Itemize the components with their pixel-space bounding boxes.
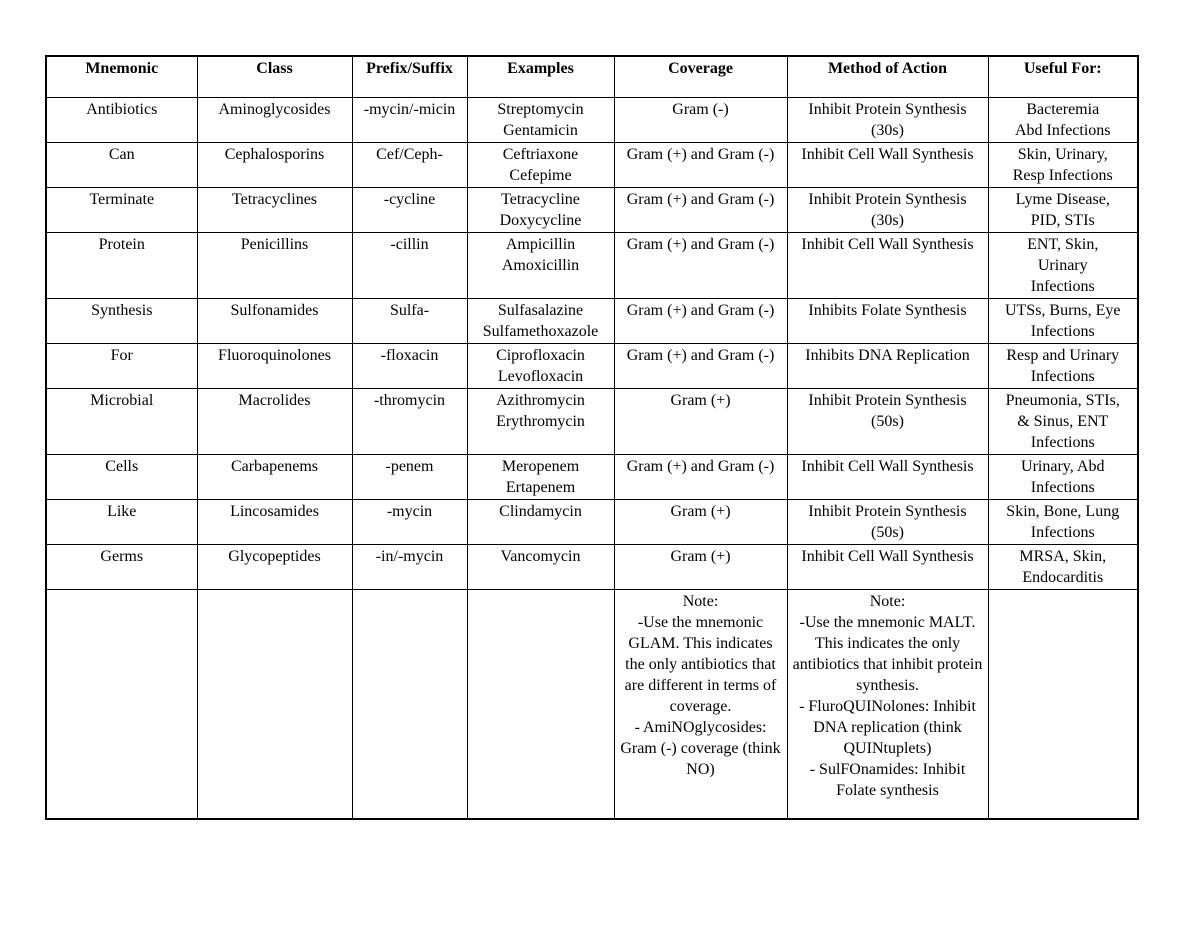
coverage-cell: Gram (+) bbox=[614, 500, 787, 545]
useful-item: Resp Infections bbox=[1012, 167, 1113, 184]
class-cell: Glycopeptides bbox=[197, 545, 352, 590]
note-line: - AmiNOglycosides: Gram (-) coverage (think NO) bbox=[620, 719, 781, 778]
coverage-cell: Gram (+) and Gram (-) bbox=[614, 344, 787, 389]
example-item: Gentamicin bbox=[503, 122, 578, 139]
examples-cell bbox=[467, 389, 614, 455]
table-row bbox=[46, 188, 1138, 233]
prefix-cell: -penem bbox=[352, 455, 467, 500]
examples-cell bbox=[467, 299, 614, 344]
example-item: Ciprofloxacin bbox=[496, 347, 585, 364]
method-cell: Inhibit Protein Synthesis (50s) bbox=[787, 500, 988, 545]
prefix-cell: -cycline bbox=[352, 188, 467, 233]
useful-cell bbox=[988, 545, 1138, 590]
examples-cell bbox=[467, 188, 614, 233]
example-item: Streptomycin bbox=[497, 101, 584, 118]
useful-cell bbox=[988, 188, 1138, 233]
useful-item: Infections bbox=[1030, 368, 1095, 385]
table-row bbox=[46, 98, 1138, 143]
useful-item: Infections bbox=[1030, 434, 1095, 451]
prefix-cell: -mycin bbox=[352, 500, 467, 545]
note-title: Note: bbox=[682, 593, 719, 610]
prefix-cell: -in/-mycin bbox=[352, 545, 467, 590]
notes-row bbox=[46, 590, 1138, 820]
example-item: Amoxicillin bbox=[501, 257, 580, 274]
mnemonic-cell: Can bbox=[46, 143, 197, 188]
useful-item: UTSs, Burns, Eye bbox=[1004, 302, 1121, 319]
antibiotics-table bbox=[45, 55, 1139, 820]
prefix-cell: Sulfa- bbox=[352, 299, 467, 344]
useful-item: Skin, Urinary, bbox=[1017, 146, 1108, 163]
class-cell: Lincosamides bbox=[197, 500, 352, 545]
useful-item: Bacteremia bbox=[1026, 101, 1100, 118]
mnemonic-cell: Antibiotics bbox=[46, 98, 197, 143]
useful-item: Infections bbox=[1030, 524, 1095, 541]
useful-item: PID, STIs bbox=[1030, 212, 1095, 229]
prefix-cell: -mycin/-micin bbox=[352, 98, 467, 143]
useful-cell bbox=[988, 389, 1138, 455]
method-cell: Inhibit Protein Synthesis (30s) bbox=[787, 98, 988, 143]
example-item: Clindamycin bbox=[499, 503, 582, 520]
useful-item: Urinary, Abd bbox=[1021, 458, 1105, 475]
table-row bbox=[46, 344, 1138, 389]
coverage-cell: Gram (+) bbox=[614, 389, 787, 455]
useful-cell bbox=[988, 500, 1138, 545]
useful-cell bbox=[988, 344, 1138, 389]
mnemonic-cell: Germs bbox=[46, 545, 197, 590]
example-item: Ampicillin bbox=[505, 236, 576, 253]
prefix-cell: -thromycin bbox=[352, 389, 467, 455]
table-row bbox=[46, 299, 1138, 344]
useful-item: Infections bbox=[1030, 479, 1095, 496]
header-examples: Examples bbox=[467, 56, 614, 98]
example-item: Azithromycin bbox=[496, 392, 585, 409]
coverage-cell: Gram (+) and Gram (-) bbox=[614, 188, 787, 233]
useful-item: & Sinus, ENT bbox=[1017, 413, 1109, 430]
examples-cell bbox=[467, 98, 614, 143]
class-cell: Tetracyclines bbox=[197, 188, 352, 233]
table-row bbox=[46, 233, 1138, 299]
example-item: Tetracycline bbox=[501, 191, 580, 208]
useful-item: Abd Infections bbox=[1014, 122, 1111, 139]
example-item: Doxycycline bbox=[499, 212, 582, 229]
useful-item: MRSA, Skin, bbox=[1019, 548, 1107, 565]
method-cell: Inhibit Protein Synthesis (50s) bbox=[787, 389, 988, 455]
class-cell: Macrolides bbox=[197, 389, 352, 455]
useful-cell bbox=[988, 233, 1138, 299]
example-item: Ceftriaxone bbox=[502, 146, 579, 163]
coverage-cell: Gram (+) bbox=[614, 545, 787, 590]
useful-item: Resp and Urinary bbox=[1006, 347, 1120, 364]
useful-item: Lyme Disease, bbox=[1015, 191, 1110, 208]
table-row bbox=[46, 389, 1138, 455]
method-cell: Inhibits DNA Replication bbox=[787, 344, 988, 389]
coverage-note bbox=[614, 590, 787, 820]
empty-cell bbox=[197, 590, 352, 820]
example-item: Levofloxacin bbox=[497, 368, 584, 385]
useful-item: Infections bbox=[1030, 323, 1095, 340]
class-cell: Penicillins bbox=[197, 233, 352, 299]
useful-item: Skin, Bone, Lung bbox=[1006, 503, 1120, 520]
class-cell: Sulfonamides bbox=[197, 299, 352, 344]
class-cell: Cephalosporins bbox=[197, 143, 352, 188]
example-item: Meropenem bbox=[501, 458, 580, 475]
method-cell: Inhibit Cell Wall Synthesis bbox=[787, 143, 988, 188]
header-prefix-suffix: Prefix/Suffix bbox=[352, 56, 467, 98]
coverage-cell: Gram (+) and Gram (-) bbox=[614, 143, 787, 188]
table-row bbox=[46, 143, 1138, 188]
mnemonic-cell: Microbial bbox=[46, 389, 197, 455]
useful-item: Endocarditis bbox=[1022, 569, 1104, 586]
empty-cell bbox=[46, 590, 197, 820]
useful-cell bbox=[988, 143, 1138, 188]
examples-cell bbox=[467, 500, 614, 545]
useful-item: Infections bbox=[1030, 278, 1095, 295]
empty-cell bbox=[988, 590, 1138, 820]
useful-cell bbox=[988, 455, 1138, 500]
example-item: Sulfasalazine bbox=[497, 302, 584, 319]
prefix-cell: -cillin bbox=[352, 233, 467, 299]
class-cell: Carbapenems bbox=[197, 455, 352, 500]
mnemonic-cell: Like bbox=[46, 500, 197, 545]
header-mnemonic: Mnemonic bbox=[46, 56, 197, 98]
note-line: - SulFOnamides: Inhibit Folate synthesis bbox=[809, 761, 966, 799]
examples-cell bbox=[467, 233, 614, 299]
method-note bbox=[787, 590, 988, 820]
class-cell: Fluoroquinolones bbox=[197, 344, 352, 389]
example-item: Cefepime bbox=[509, 167, 572, 184]
example-item: Sulfamethoxazole bbox=[482, 323, 599, 340]
example-item: Vancomycin bbox=[500, 548, 581, 565]
empty-cell bbox=[467, 590, 614, 820]
mnemonic-cell: Cells bbox=[46, 455, 197, 500]
useful-item: Urinary bbox=[1037, 257, 1088, 274]
prefix-cell: Cef/Ceph- bbox=[352, 143, 467, 188]
examples-cell bbox=[467, 344, 614, 389]
method-cell: Inhibit Cell Wall Synthesis bbox=[787, 455, 988, 500]
class-cell: Aminoglycosides bbox=[197, 98, 352, 143]
method-cell: Inhibit Cell Wall Synthesis bbox=[787, 545, 988, 590]
coverage-cell: Gram (-) bbox=[614, 98, 787, 143]
examples-cell bbox=[467, 455, 614, 500]
header-class: Class bbox=[197, 56, 352, 98]
note-line: -Use the mnemonic MALT. This indicates the only antibiotics that inhibit protein synthesis. bbox=[792, 614, 983, 694]
example-item: Erythromycin bbox=[496, 413, 585, 430]
note-title: Note: bbox=[869, 593, 906, 610]
mnemonic-cell: For bbox=[46, 344, 197, 389]
coverage-cell: Gram (+) and Gram (-) bbox=[614, 233, 787, 299]
mnemonic-cell: Protein bbox=[46, 233, 197, 299]
useful-cell bbox=[988, 299, 1138, 344]
useful-cell bbox=[988, 98, 1138, 143]
table-row bbox=[46, 500, 1138, 545]
coverage-cell: Gram (+) and Gram (-) bbox=[614, 455, 787, 500]
mnemonic-cell: Terminate bbox=[46, 188, 197, 233]
useful-item: Pneumonia, STIs, bbox=[1005, 392, 1120, 409]
header-coverage: Coverage bbox=[614, 56, 787, 98]
examples-cell bbox=[467, 545, 614, 590]
method-cell: Inhibits Folate Synthesis bbox=[787, 299, 988, 344]
method-cell: Inhibit Protein Synthesis (30s) bbox=[787, 188, 988, 233]
empty-cell bbox=[352, 590, 467, 820]
note-line: - FluroQUINolones: Inhibit DNA replication (think QUINtuplets) bbox=[799, 698, 976, 757]
header-method-of-action: Method of Action bbox=[787, 56, 988, 98]
table-row bbox=[46, 545, 1138, 590]
example-item: Ertapenem bbox=[505, 479, 576, 496]
useful-item: ENT, Skin, bbox=[1027, 236, 1099, 253]
note-line: -Use the mnemonic GLAM. This indicates the only antibiotics that are different in terms of coverage. bbox=[624, 614, 777, 715]
table-row bbox=[46, 455, 1138, 500]
method-cell: Inhibit Cell Wall Synthesis bbox=[787, 233, 988, 299]
examples-cell bbox=[467, 143, 614, 188]
mnemonic-cell: Synthesis bbox=[46, 299, 197, 344]
coverage-cell: Gram (+) and Gram (-) bbox=[614, 299, 787, 344]
prefix-cell: -floxacin bbox=[352, 344, 467, 389]
header-row bbox=[46, 56, 1138, 98]
header-useful-for: Useful For: bbox=[988, 56, 1138, 98]
